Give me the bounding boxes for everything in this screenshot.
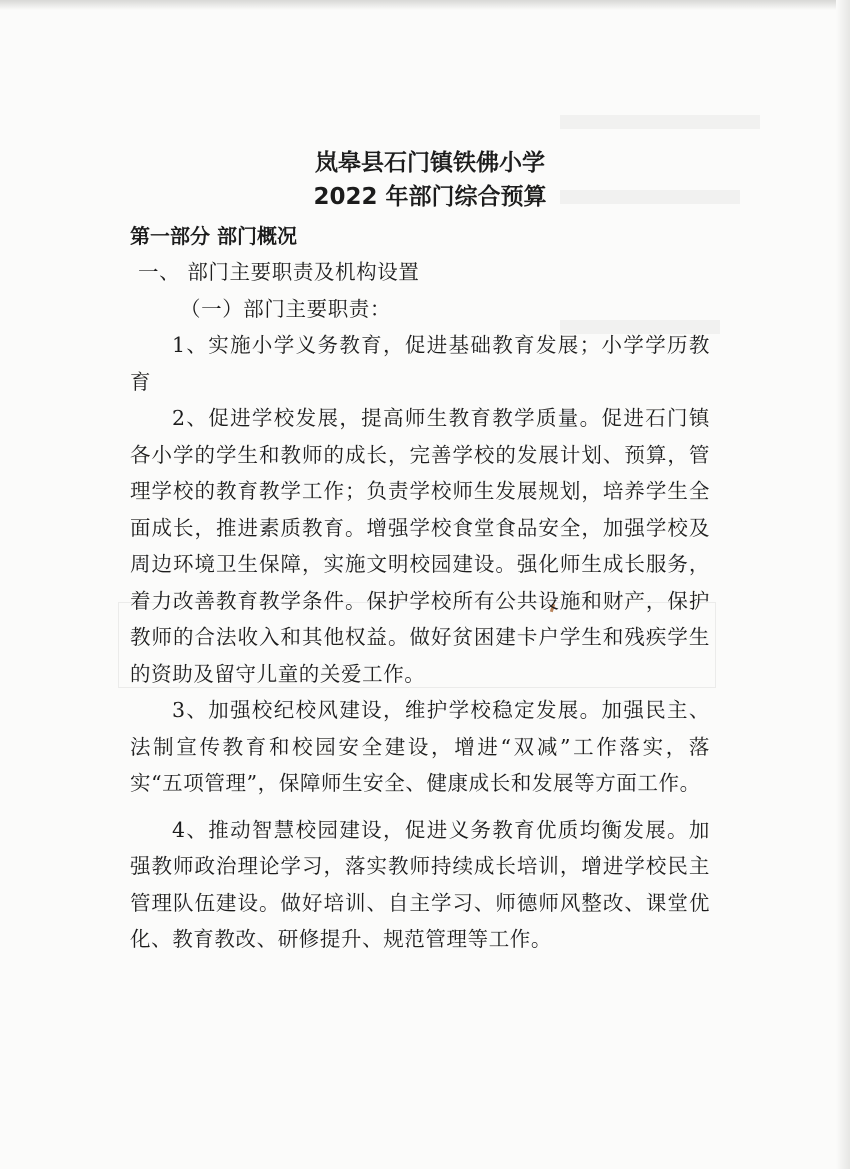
document-title (130, 146, 710, 214)
title-line-1: 岚皋县石门镇铁佛小学 (315, 150, 545, 176)
section-heading: 一、 部门主要职责及机构设置 (138, 260, 420, 284)
part-heading: 第一部分 部门概况 (130, 224, 297, 248)
document-body (130, 146, 710, 958)
show-through-texture (560, 115, 760, 129)
duty-paragraph-2: 2、促进学校发展，提高师生教育教学质量。促进石门镇各小学的学生和教师的成长，完善学校的发展计划、预算，管理学校的教育教学工作；负责学校师生发展规划，培养学生全面成长，推进素质教育。增强学校食堂食品安全，加强学校及周边环境卫生保障，实施文明校园建设。强化师生成长服务，着力改善教育教学条件。保护学校所有公共设施和财产，保护教师的合法收入和其他权益。做好贫困建卡户学生和残疾学生的资助及留守儿童的关爱工作。 (130, 406, 710, 686)
scan-edge-right (836, 0, 850, 1169)
scan-edge-top (0, 0, 850, 10)
subsection-heading: （一）部门主要职责： (180, 296, 391, 321)
title-line-2: 2022 年部门综合预算 (313, 184, 547, 210)
duty-paragraph-1: 1、实施小学义务教育，促进基础教育发展；小学学历教育 (130, 333, 710, 394)
duty-paragraph-3: 3、加强校纪校风建设，维护学校稳定发展。加强民主、法制宣传教育和校园安全建设，增进“双减”工作落实，落实“五项管理”，保障师生安全、健康成长和发展等方面工作。 (130, 698, 710, 795)
duty-paragraph-4: 4、推动智慧校园建设，促进义务教育优质均衡发展。加强教师政治理论学习，落实教师持续成长培训，增进学校民主管理队伍建设。做好培训、自主学习、师德师风整改、课堂优化、教育教改、研修提升、规范管理等工作。 (130, 817, 710, 951)
